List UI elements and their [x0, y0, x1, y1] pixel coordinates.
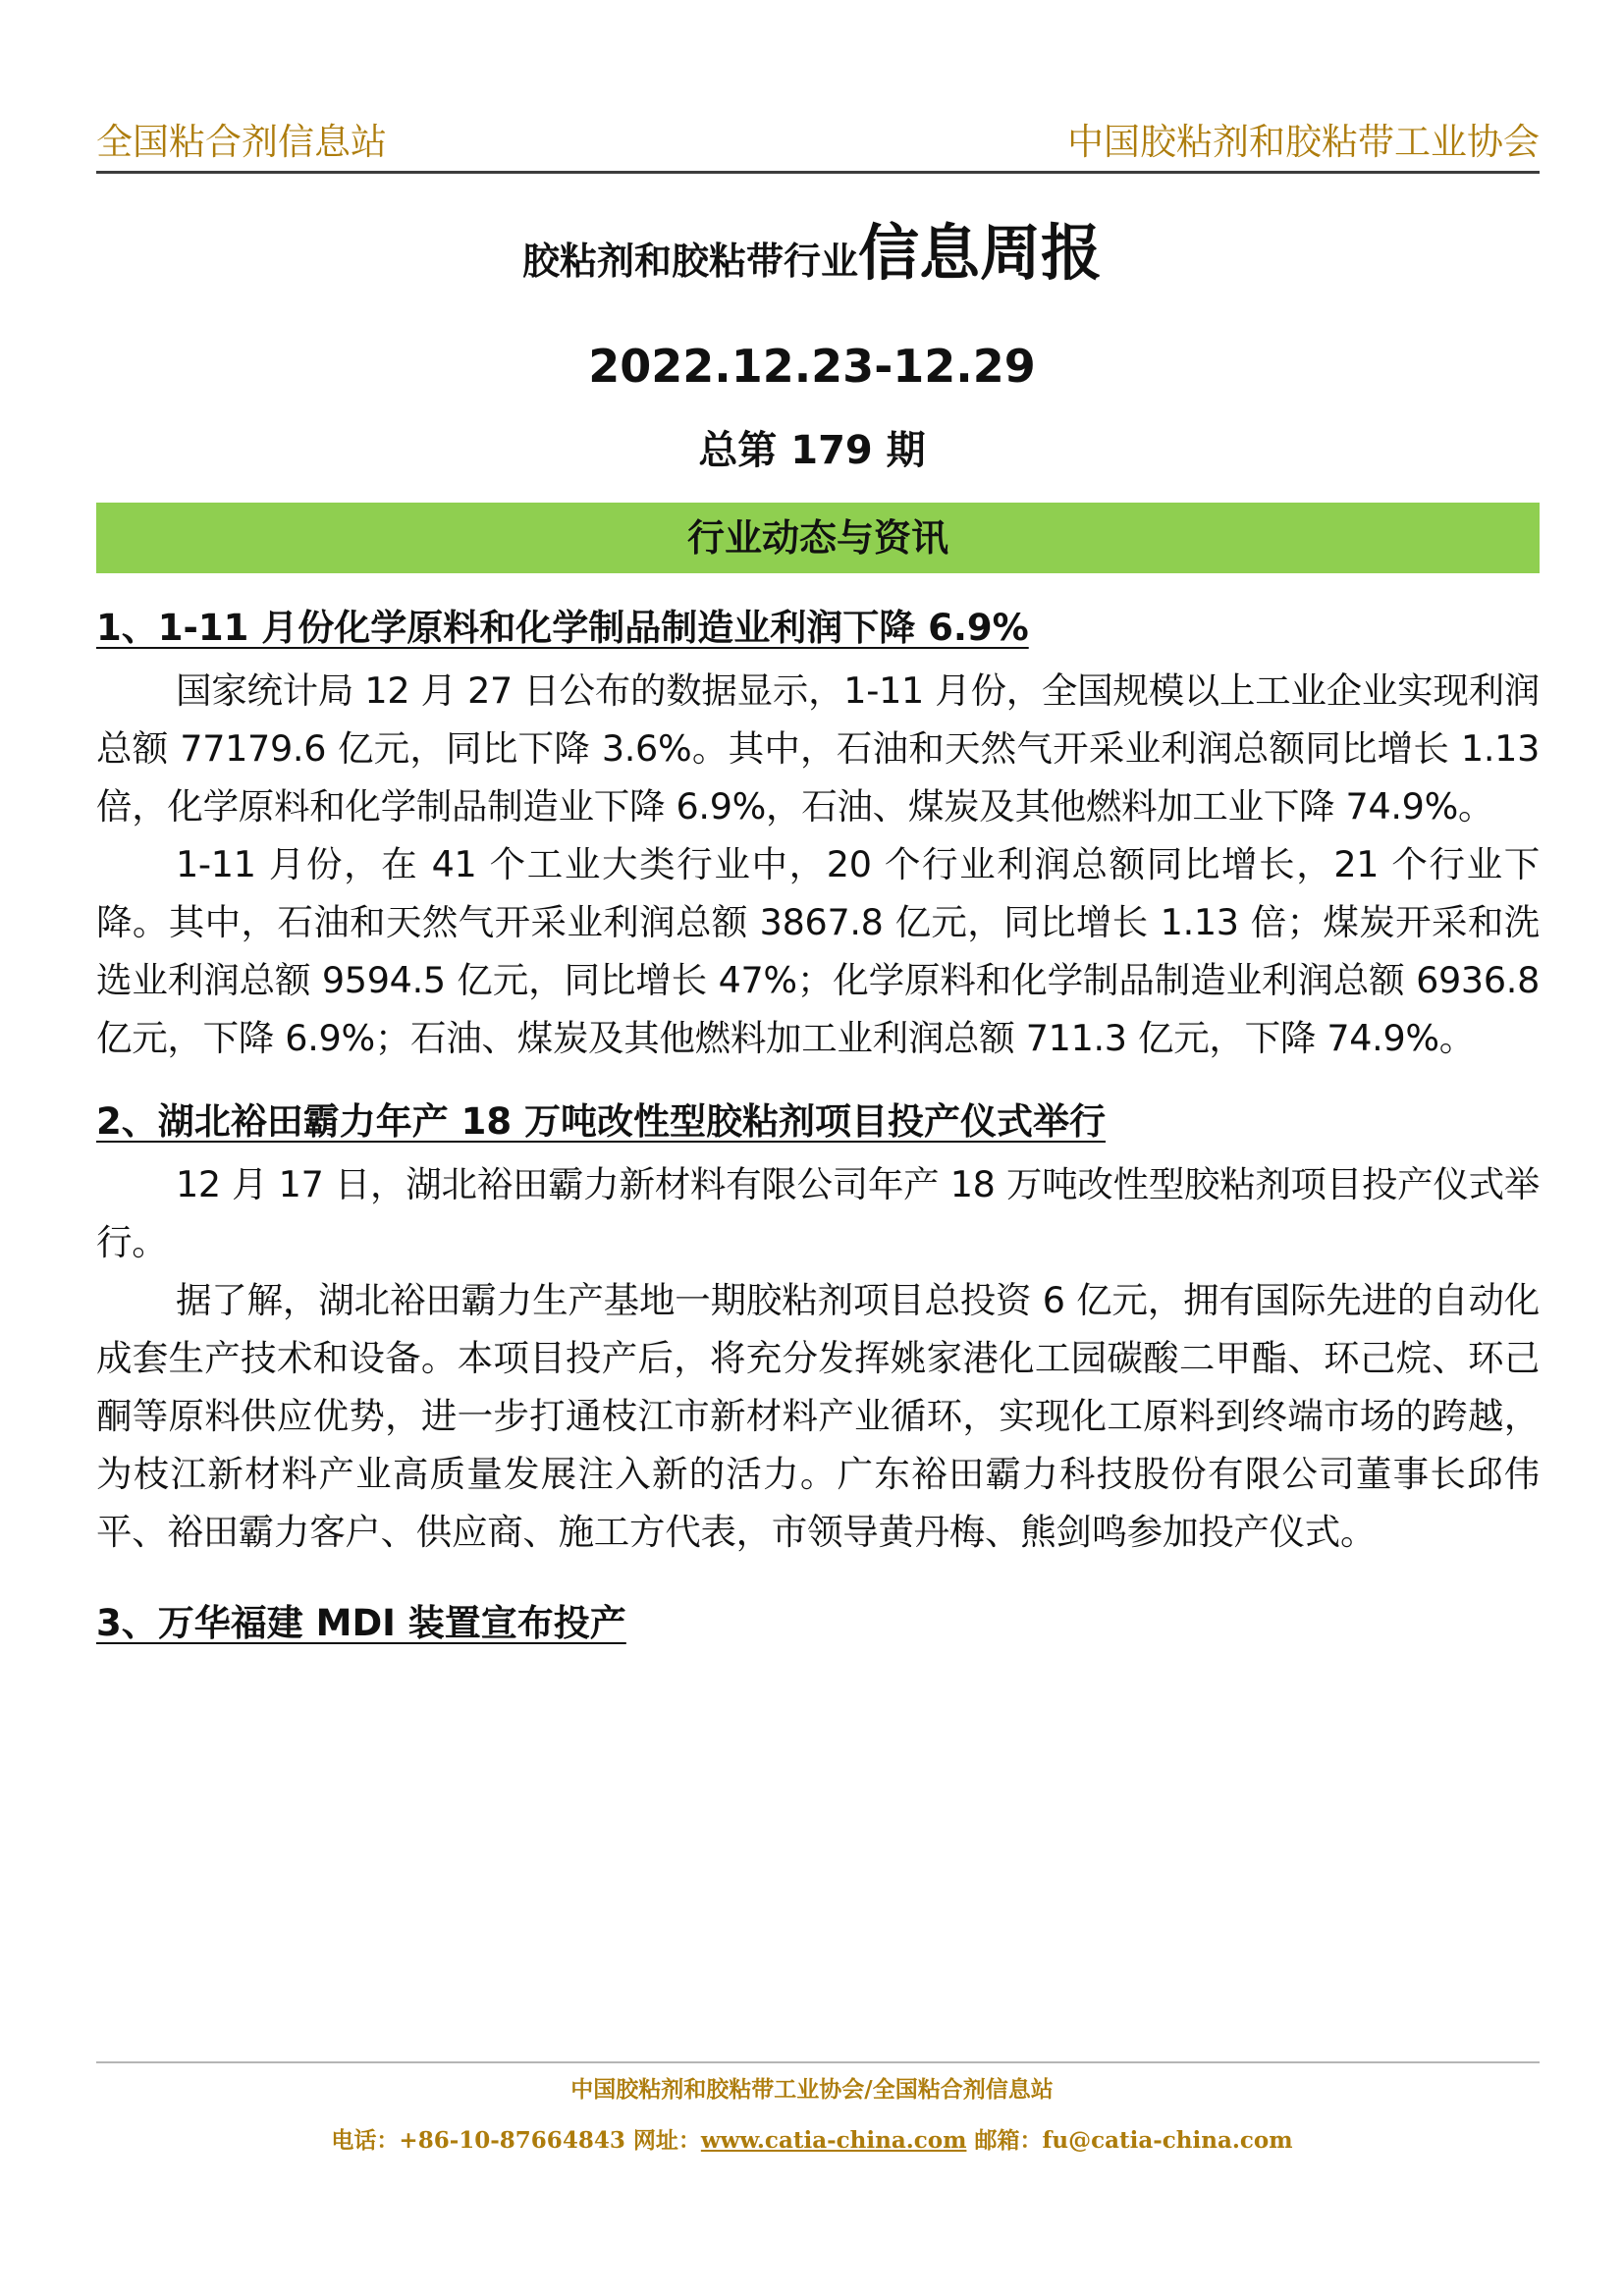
header-right-association-name: 中国胶粘剂和胶粘带工业协会	[1067, 121, 1540, 163]
report-date-range: 2022.12.23-12.29	[588, 340, 1036, 393]
footer-phone: +86-10-87664843	[399, 2127, 625, 2154]
footer-phone-label: 电话：	[331, 2127, 400, 2154]
footer-organization: 中国胶粘剂和胶粘带工业协会/全国粘合剂信息站	[570, 2076, 1054, 2103]
news-content	[96, 595, 1540, 1657]
news-item-1-paragraph: 1-11 月份，在 41 个工业大类行业中，20 个行业利润总额同比增长，21 个行业下降。其中，石油和天然气开采业利润总额 3867.8 亿元，同比增长 1.13 倍；煤炭开采和洗选业利润总额 9594.5 亿元，同比增长 47%；化学原料和化学制品制造业利润总额 6936.8 亿元，下降 6.9%；石油、煤炭及其他燃料加工业利润总额 711.3 亿元，下降 74.9%。	[96, 843, 1540, 1059]
footer-website-link[interactable]: www.catia-china.com	[700, 2127, 967, 2154]
footer-email[interactable]: fu@catia-china.com	[1042, 2127, 1293, 2154]
header-left-site-name: 全国粘合剂信息站	[96, 121, 387, 163]
report-issue-number: 总第 179 期	[698, 428, 926, 473]
report-title-main: 信息周报	[858, 217, 1103, 289]
footer-divider	[96, 2061, 1540, 2063]
news-item-1-paragraph: 国家统计局 12 月 27 日公布的数据显示，1-11 月份，全国规模以上工业企业实现利润总额 77179.6 亿元，同比下降 3.6%。其中，石油和天然气开采业利润总额同比增长 1.13 倍，化学原料和化学制品制造业下降 6.9%，石油、煤炭及其他燃料加工业下降 74.9%。	[96, 669, 1540, 828]
news-item-2-heading: 2、湖北裕田霸力年产 18 万吨改性型胶粘剂项目投产仪式举行	[96, 1100, 1106, 1143]
news-item-2-paragraph: 据了解，湖北裕田霸力生产基地一期胶粘剂项目总投资 6 亿元，拥有国际先进的自动化成套生产技术和设备。本项目投产后，将充分发挥姚家港化工园碳酸二甲酯、环己烷、环己酮等原料供应优势，进一步打通枝江市新材料产业循环，实现化工原料到终端市场的跨越，为枝江新材料产业高质量发展注入新的活力。广东裕田霸力科技股份有限公司董事长邱伟平、裕田霸力客户、供应商、施工方代表，市领导黄丹梅、熊剑鸣参加投产仪式。	[96, 1279, 1540, 1553]
news-item-1-heading: 1、1-11 月份化学原料和化学制品制造业利润下降 6.9%	[96, 607, 1029, 649]
footer-contact-line	[0, 2122, 1624, 2155]
news-item-2-paragraph: 12 月 17 日，湖北裕田霸力新材料有限公司年产 18 万吨改性型胶粘剂项目投产仪式举行。	[96, 1163, 1540, 1263]
page-header	[96, 116, 1540, 174]
news-item-3-heading: 3、万华福建 MDI 装置宣布投产	[96, 1602, 626, 1644]
footer-website-label: 网址：	[632, 2127, 701, 2154]
report-title-prefix: 胶粘剂和胶粘带行业	[521, 240, 858, 283]
report-title	[0, 214, 1624, 308]
footer-email-label: 邮箱：	[974, 2127, 1043, 2154]
section-title-bar: 行业动态与资讯	[96, 503, 1540, 573]
